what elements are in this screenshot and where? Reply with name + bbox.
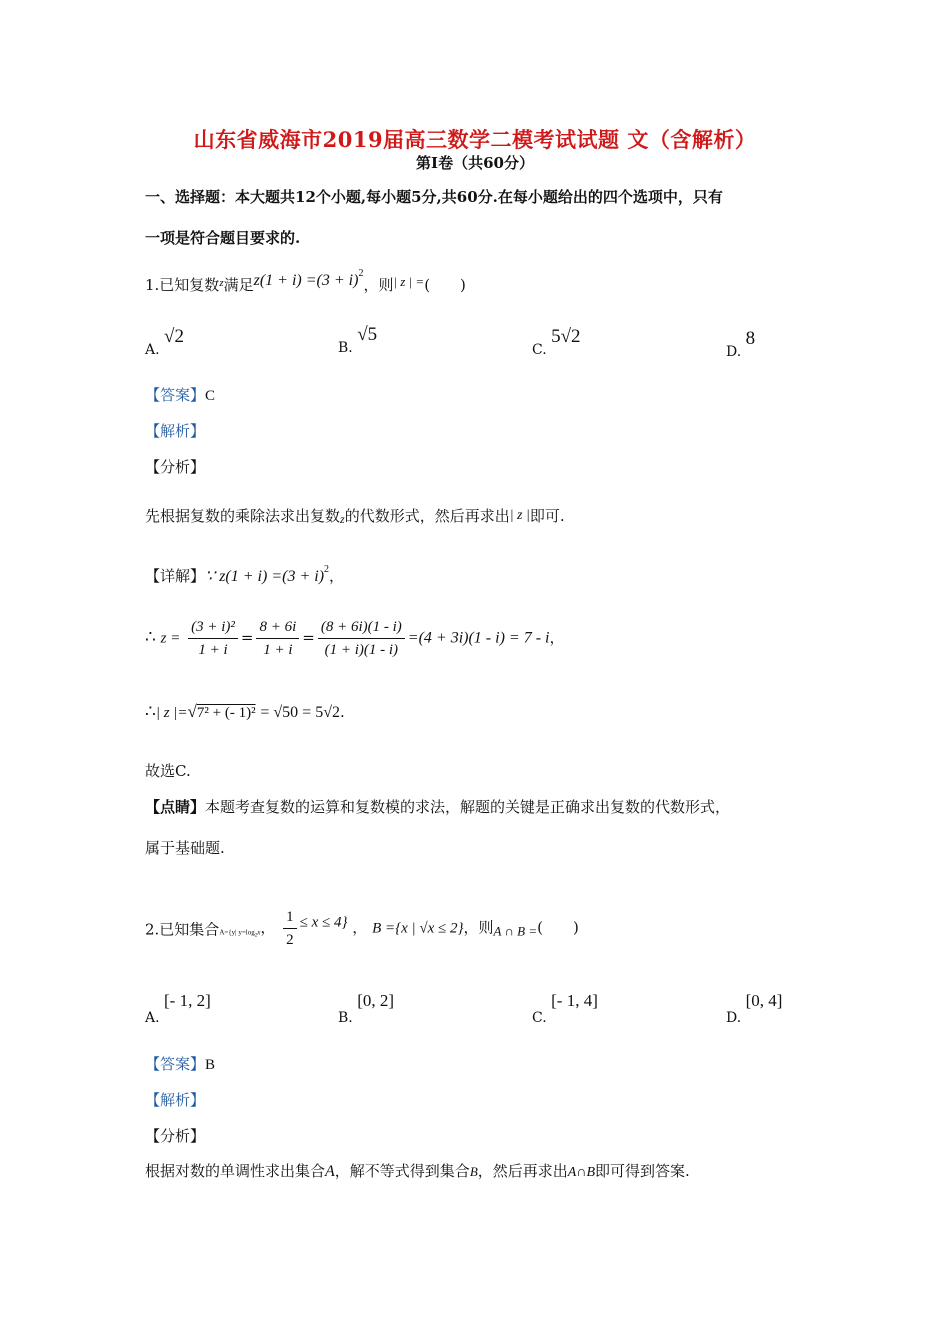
q1-equation: z(1 + i) =(3 + i) <box>253 272 359 289</box>
analysis-text: 根据对数的单调性求出集合 <box>145 1162 326 1180</box>
detail-equation: ∵ z(1 + i) =(3 + i) <box>205 568 325 585</box>
q2-option-b <box>338 991 394 1026</box>
q2-comma: ， <box>260 918 276 937</box>
fraction-numerator: (3 + i)² <box>188 616 238 639</box>
q2-comma: ， <box>352 918 368 937</box>
q2-setA-sub: 2 <box>254 933 258 939</box>
option-value: [0, 4] <box>745 991 783 1010</box>
q1-abs-z: | z | = <box>393 274 425 289</box>
option-value: [- 1, 2] <box>164 991 211 1010</box>
option-label: D. <box>726 1010 742 1026</box>
option-value: 8 <box>745 328 756 349</box>
document-title: 山东省威海市2019届高三数学二模考试试题 文（含解析） <box>193 127 757 152</box>
fraction-denominator: (1 + i)(1 - i) <box>324 642 399 658</box>
q1-z: z <box>219 277 224 289</box>
document-subtitle: 第Ⅰ卷（共60分） <box>416 154 534 172</box>
analysis-abs-z: | z | <box>509 508 530 523</box>
therefore-symbol: ∴ <box>145 702 156 722</box>
q1-analysis <box>145 505 565 527</box>
q1-stem-c: ，则 <box>363 276 394 294</box>
q2-option-c <box>532 991 598 1026</box>
analysis-text: 即可得到答案. <box>595 1162 690 1180</box>
option-label: D. <box>726 344 742 360</box>
fraction-3 <box>318 616 405 661</box>
fraction-1 <box>188 616 238 661</box>
dianjing-text: 本题考查复数的运算和复数模的求法，解题的关键是正确求出复数的代数形式， <box>205 798 731 816</box>
q1-detail <box>145 564 344 586</box>
detail-comma: ， <box>329 567 345 585</box>
detail-exponent: 2 <box>324 564 330 575</box>
modulus-lhs: | z |= <box>155 705 188 721</box>
derivation-comma: ， <box>549 628 565 647</box>
q1-derivation: ∴ z = $\frac{\text{(3 + i)²}}{1 + i}$ = $\frac{8 + 6i}{1 + i}$ = $\frac{(8 + 6i)(1 - i)}{(1 + i)(1 - i)}$ =(4 + 3i)(1 - i) = 7 - i， <box>145 616 565 661</box>
option-value: 5√2 <box>551 326 581 347</box>
answer-value: B <box>205 1057 216 1073</box>
q1-option-c <box>532 326 581 358</box>
therefore-symbol: ∴ <box>145 627 156 648</box>
q2-paren: ( ) <box>537 918 579 937</box>
fraction-denominator: 2 <box>283 928 297 951</box>
modulus-rhs: = √50 = 5√2 <box>260 704 340 721</box>
q2-option-a <box>145 991 211 1026</box>
q2-stem-a: 2.已知集合 <box>145 920 220 939</box>
derivation-z: z = <box>160 630 181 647</box>
q2-fenxi-tag: 【分析】 <box>145 1127 206 1145</box>
option-value: √2 <box>164 326 184 347</box>
q2-jiexi-tag: 【解析】 <box>145 1091 206 1109</box>
q1-answer <box>145 384 215 405</box>
fraction-numerator: 1 <box>286 909 294 925</box>
answer-value: C <box>205 388 216 404</box>
q1-fenxi-tag: 【分析】 <box>145 458 206 476</box>
sqrt-symbol: √ <box>187 702 197 721</box>
q2-setB: B ={x | √x ≤ 2} <box>372 920 464 937</box>
fraction-numerator: (8 + 6i)(1 - i) <box>318 616 405 639</box>
q2-option-d <box>726 991 782 1026</box>
option-label: B. <box>338 340 353 356</box>
q1-conclusion: 故选C. <box>145 762 191 780</box>
dianjing-tag: 【点睛】 <box>145 798 206 816</box>
q1-modulus <box>145 702 345 722</box>
fraction-denominator: 1 + i <box>263 642 293 658</box>
fraction-denominator: 1 + i <box>198 642 228 658</box>
q2-inequality: ≤ x ≤ 4} <box>299 914 348 931</box>
analysis-text: 的代数形式，然后再求出 <box>344 507 510 525</box>
option-value: √5 <box>357 324 378 345</box>
q2-stem-c: ，则 <box>463 918 494 937</box>
analysis-B: B <box>469 1164 478 1179</box>
derivation-tail: =(4 + 3i)(1 - i) = 7 - i <box>407 629 550 647</box>
section-heading-line1: 一、选择题：本大题共12个小题,每小题5分,共60分.在每小题给出的四个选项中，只有 <box>145 188 723 206</box>
fraction-2 <box>256 616 299 661</box>
modulus-period: . <box>339 703 345 721</box>
option-label: B. <box>338 1010 353 1026</box>
section-heading-line2: 一项是符合题目要求的. <box>145 229 301 247</box>
option-label: A. <box>145 1010 160 1026</box>
q2-setA-x: x <box>257 928 261 937</box>
q2-answer <box>145 1053 215 1074</box>
q1-paren: ( ) <box>424 276 466 294</box>
option-label: C. <box>532 342 547 358</box>
q2-stem <box>145 906 579 951</box>
analysis-text: ，解不等式得到集合 <box>334 1162 470 1180</box>
q1-option-a <box>145 326 184 358</box>
q2-half <box>283 906 297 951</box>
q1-stem <box>145 268 466 295</box>
modulus-radicand: 7² + (- 1)² <box>196 705 256 721</box>
detail-tag: 【详解】 <box>145 567 206 585</box>
fraction-numerator: 8 + 6i <box>256 616 299 639</box>
answer-tag: 【答案】 <box>145 1055 206 1073</box>
q2-setA-small: A={y| y=log <box>219 928 255 937</box>
analysis-A: A <box>325 1163 335 1180</box>
analysis-text: 先根据复数的乘除法求出复数 <box>145 507 341 525</box>
analysis-AB: A∩B <box>567 1165 595 1180</box>
q1-option-b <box>338 324 377 356</box>
q1-dianjing-line1 <box>145 796 730 817</box>
q1-stem-a: 1.已知复数 <box>145 276 220 294</box>
q1-eq-exponent: 2 <box>358 268 364 279</box>
analysis-text: ，然后再求出 <box>477 1162 568 1180</box>
q1-stem-b: 满足 <box>223 276 254 294</box>
option-value: [- 1, 4] <box>551 991 598 1010</box>
option-label: A. <box>145 342 160 358</box>
q1-option-d <box>726 328 755 360</box>
q1-dianjing-line2: 属于基础题. <box>145 839 225 857</box>
analysis-text: 即可. <box>529 507 565 525</box>
q1-jiexi-tag: 【解析】 <box>145 422 206 440</box>
option-label: C. <box>532 1010 547 1026</box>
q2-intersection: A ∩ B = <box>493 923 538 939</box>
analysis-z: z <box>340 512 345 526</box>
answer-tag: 【答案】 <box>145 386 206 404</box>
option-value: [0, 2] <box>357 991 395 1010</box>
q2-analysis <box>145 1160 690 1181</box>
